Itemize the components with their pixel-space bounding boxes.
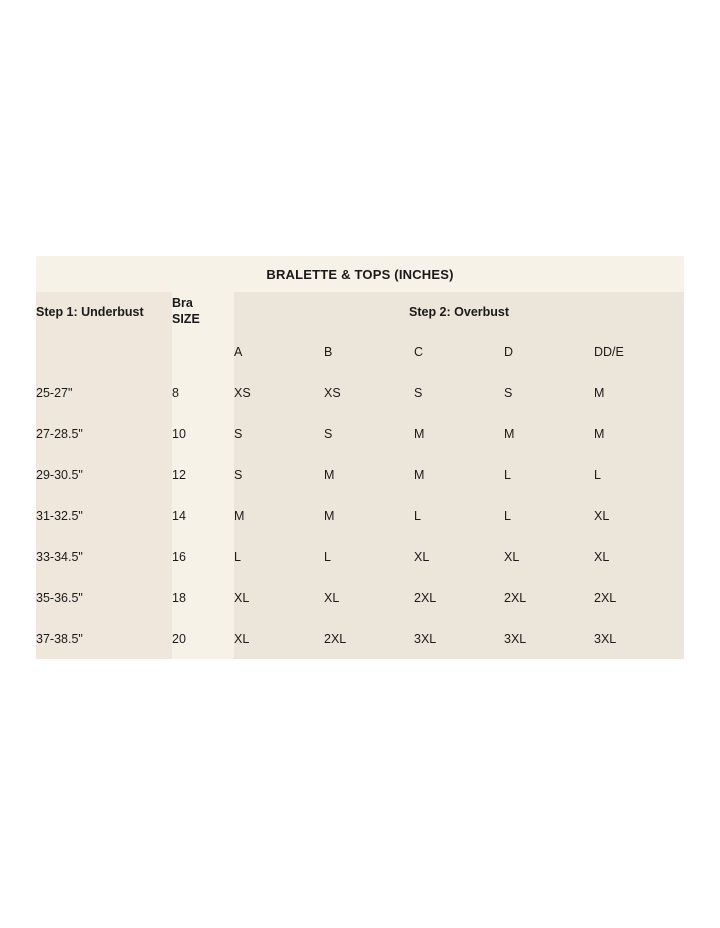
row-size-c: 3XL	[414, 618, 504, 659]
row-size-dde: XL	[594, 536, 684, 577]
row-size-d: 3XL	[504, 618, 594, 659]
row-size-a: M	[234, 495, 324, 536]
row-size-a: XL	[234, 577, 324, 618]
row-size-dde: M	[594, 413, 684, 454]
row-size-a: XS	[234, 372, 324, 413]
table-row	[36, 454, 684, 495]
size-chart-table	[36, 256, 684, 659]
row-size-c: L	[414, 495, 504, 536]
bra-size-label-line2: SIZE	[172, 312, 200, 326]
cup-row-spacer-bra	[172, 332, 234, 372]
cup-header-row	[36, 332, 684, 372]
row-size-d: L	[504, 454, 594, 495]
row-underbust: 35-36.5"	[36, 577, 172, 618]
cup-column-a: A	[234, 332, 324, 372]
table-row	[36, 372, 684, 413]
row-size-dde: L	[594, 454, 684, 495]
size-chart-container	[36, 256, 684, 659]
row-size-b: XL	[324, 577, 414, 618]
cup-row-spacer-underbust	[36, 332, 172, 372]
row-underbust: 33-34.5"	[36, 536, 172, 577]
row-size-dde: 3XL	[594, 618, 684, 659]
chart-title: BRALETTE & TOPS (INCHES)	[36, 256, 684, 292]
row-bra-size: 18	[172, 577, 234, 618]
row-size-dde: M	[594, 372, 684, 413]
row-size-c: XL	[414, 536, 504, 577]
row-size-d: M	[504, 413, 594, 454]
row-size-a: S	[234, 454, 324, 495]
row-size-c: M	[414, 454, 504, 495]
row-size-b: M	[324, 495, 414, 536]
row-size-a: XL	[234, 618, 324, 659]
row-underbust: 31-32.5"	[36, 495, 172, 536]
cup-column-dde: DD/E	[594, 332, 684, 372]
row-size-b: XS	[324, 372, 414, 413]
header-step2-overbust: Step 2: Overbust	[234, 292, 684, 332]
row-bra-size: 14	[172, 495, 234, 536]
cup-column-b: B	[324, 332, 414, 372]
row-bra-size: 8	[172, 372, 234, 413]
row-underbust: 37-38.5"	[36, 618, 172, 659]
row-bra-size: 10	[172, 413, 234, 454]
row-size-d: 2XL	[504, 577, 594, 618]
table-row	[36, 536, 684, 577]
row-size-b: L	[324, 536, 414, 577]
table-title-row	[36, 256, 684, 292]
table-row	[36, 618, 684, 659]
row-size-dde: 2XL	[594, 577, 684, 618]
row-size-d: XL	[504, 536, 594, 577]
row-underbust: 29-30.5"	[36, 454, 172, 495]
row-size-d: S	[504, 372, 594, 413]
table-row	[36, 495, 684, 536]
table-row	[36, 577, 684, 618]
table-row	[36, 413, 684, 454]
cup-column-d: D	[504, 332, 594, 372]
row-size-a: L	[234, 536, 324, 577]
row-bra-size: 16	[172, 536, 234, 577]
table-header-row	[36, 292, 684, 332]
row-size-c: 2XL	[414, 577, 504, 618]
row-size-dde: XL	[594, 495, 684, 536]
row-underbust: 27-28.5"	[36, 413, 172, 454]
header-bra-size	[172, 292, 234, 332]
cup-column-c: C	[414, 332, 504, 372]
row-size-c: S	[414, 372, 504, 413]
row-size-d: L	[504, 495, 594, 536]
bra-size-label-line1: Bra	[172, 296, 193, 311]
row-bra-size: 12	[172, 454, 234, 495]
header-step1-underbust: Step 1: Underbust	[36, 292, 172, 332]
row-size-c: M	[414, 413, 504, 454]
row-size-b: M	[324, 454, 414, 495]
row-size-a: S	[234, 413, 324, 454]
row-underbust: 25-27"	[36, 372, 172, 413]
row-size-b: S	[324, 413, 414, 454]
row-size-b: 2XL	[324, 618, 414, 659]
row-bra-size: 20	[172, 618, 234, 659]
